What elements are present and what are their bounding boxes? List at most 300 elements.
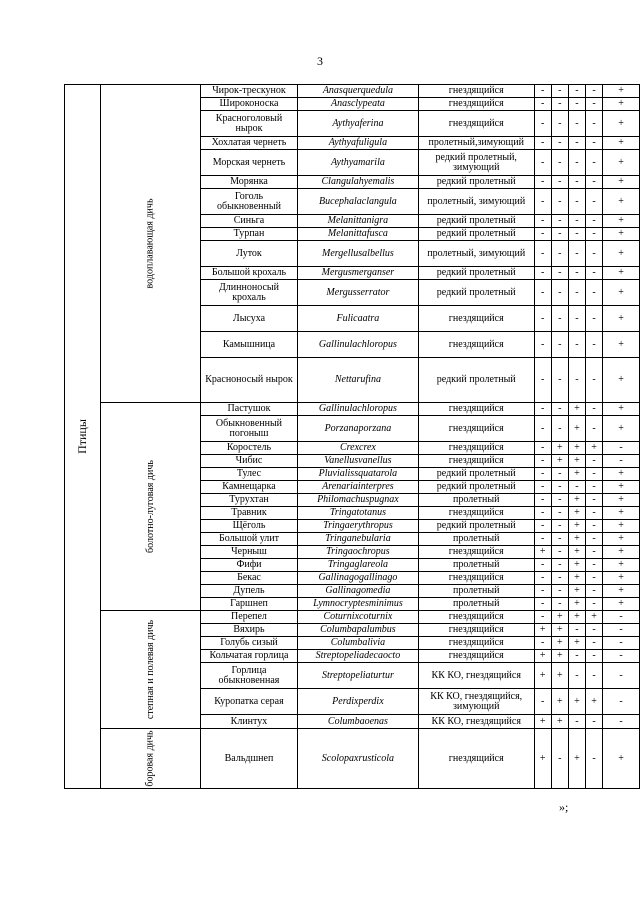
mark-cell: - bbox=[534, 533, 551, 546]
latin-name: Clangulahyemalis bbox=[297, 176, 418, 189]
latin-name: Arenariainterpres bbox=[297, 481, 418, 494]
latin-name: Pluvialissquatarola bbox=[297, 468, 418, 481]
species-name: Пастушок bbox=[200, 403, 297, 416]
species-name: Голубь сизый bbox=[200, 637, 297, 650]
species-name: Морянка bbox=[200, 176, 297, 189]
mark-cell: - bbox=[586, 150, 603, 176]
status-cell: гнездящийся bbox=[418, 507, 534, 520]
mark-cell: + bbox=[603, 306, 640, 332]
mark-cell: - bbox=[603, 715, 640, 729]
species-name: Бекас bbox=[200, 572, 297, 585]
mark-cell: - bbox=[586, 494, 603, 507]
mark-cell: - bbox=[568, 176, 585, 189]
group-cell bbox=[100, 611, 200, 729]
status-cell: гнездящийся bbox=[418, 306, 534, 332]
mark-cell: + bbox=[603, 468, 640, 481]
latin-name: Tringaochropus bbox=[297, 546, 418, 559]
species-name: Красноголовый нырок bbox=[200, 111, 297, 137]
mark-cell: + bbox=[568, 689, 585, 715]
mark-cell: - bbox=[586, 358, 603, 403]
mark-cell: - bbox=[603, 624, 640, 637]
mark-cell: + bbox=[603, 85, 640, 98]
mark-cell: - bbox=[586, 85, 603, 98]
mark-cell: + bbox=[551, 455, 568, 468]
latin-name: Tringaerythropus bbox=[297, 520, 418, 533]
status-cell: гнездящийся bbox=[418, 546, 534, 559]
mark-cell: - bbox=[586, 520, 603, 533]
mark-cell: - bbox=[551, 306, 568, 332]
mark-cell: - bbox=[551, 559, 568, 572]
mark-cell: + bbox=[568, 416, 585, 442]
group-label: степная и полевая дичь bbox=[144, 619, 156, 720]
latin-name: Gallinulachloropus bbox=[297, 332, 418, 358]
latin-name: Melanittafusca bbox=[297, 228, 418, 241]
mark-cell: + bbox=[603, 416, 640, 442]
mark-cell: - bbox=[551, 358, 568, 403]
mark-cell: + bbox=[603, 494, 640, 507]
mark-cell: + bbox=[551, 442, 568, 455]
mark-cell: - bbox=[534, 507, 551, 520]
mark-cell: - bbox=[568, 715, 585, 729]
species-name: Тулес bbox=[200, 468, 297, 481]
mark-cell: + bbox=[534, 663, 551, 689]
latin-name: Streptopeliadecaocto bbox=[297, 650, 418, 663]
mark-cell: + bbox=[603, 332, 640, 358]
mark-cell: + bbox=[568, 572, 585, 585]
mark-cell: - bbox=[586, 481, 603, 494]
status-cell: редкий пролетный bbox=[418, 468, 534, 481]
status-cell: гнездящийся bbox=[418, 624, 534, 637]
latin-name: Gallinagomedia bbox=[297, 585, 418, 598]
mark-cell: - bbox=[534, 494, 551, 507]
species-name: Куропатка серая bbox=[200, 689, 297, 715]
mark-cell: - bbox=[534, 85, 551, 98]
mark-cell: + bbox=[603, 559, 640, 572]
latin-name: Perdixperdix bbox=[297, 689, 418, 715]
status-cell: гнездящийся bbox=[418, 611, 534, 624]
mark-cell: - bbox=[534, 689, 551, 715]
latin-name: Scolopaxrusticola bbox=[297, 729, 418, 789]
mark-cell: - bbox=[534, 611, 551, 624]
latin-name: Melanittanigra bbox=[297, 215, 418, 228]
mark-cell: + bbox=[568, 637, 585, 650]
mark-cell: + bbox=[568, 507, 585, 520]
latin-name: Columbaoenas bbox=[297, 715, 418, 729]
mark-cell: + bbox=[586, 611, 603, 624]
status-cell: гнездящийся bbox=[418, 650, 534, 663]
mark-cell: - bbox=[568, 624, 585, 637]
mark-cell: - bbox=[534, 559, 551, 572]
mark-cell: - bbox=[534, 228, 551, 241]
mark-cell: + bbox=[534, 624, 551, 637]
status-cell: редкий пролетный bbox=[418, 280, 534, 306]
status-cell: редкий пролетный bbox=[418, 228, 534, 241]
status-cell: пролетный bbox=[418, 533, 534, 546]
mark-cell: + bbox=[568, 520, 585, 533]
mark-cell: + bbox=[603, 280, 640, 306]
mark-cell: + bbox=[568, 598, 585, 611]
mark-cell: - bbox=[534, 585, 551, 598]
mark-cell: + bbox=[603, 150, 640, 176]
species-name: Щёголь bbox=[200, 520, 297, 533]
mark-cell: - bbox=[534, 481, 551, 494]
mark-cell: - bbox=[568, 280, 585, 306]
mark-cell: - bbox=[568, 306, 585, 332]
mark-cell: - bbox=[586, 189, 603, 215]
mark-cell: - bbox=[551, 280, 568, 306]
group-label: боровая дичь bbox=[144, 730, 156, 787]
mark-cell: + bbox=[568, 455, 585, 468]
mark-cell: - bbox=[551, 137, 568, 150]
mark-cell: - bbox=[586, 663, 603, 689]
species-name: Гаршнеп bbox=[200, 598, 297, 611]
class-label: Птицы bbox=[74, 418, 89, 454]
mark-cell: + bbox=[534, 715, 551, 729]
species-name: Турпан bbox=[200, 228, 297, 241]
mark-cell: + bbox=[568, 403, 585, 416]
mark-cell: - bbox=[603, 689, 640, 715]
species-name: Большой улит bbox=[200, 533, 297, 546]
mark-cell: - bbox=[586, 267, 603, 280]
mark-cell: + bbox=[603, 358, 640, 403]
mark-cell: - bbox=[551, 598, 568, 611]
mark-cell: + bbox=[551, 611, 568, 624]
mark-cell: + bbox=[603, 189, 640, 215]
group-label: болотно-луговая дичь bbox=[144, 460, 156, 553]
mark-cell: - bbox=[586, 715, 603, 729]
mark-cell: - bbox=[551, 228, 568, 241]
mark-cell: + bbox=[568, 585, 585, 598]
mark-cell: - bbox=[586, 215, 603, 228]
mark-cell: - bbox=[586, 416, 603, 442]
status-cell: редкий пролетный bbox=[418, 520, 534, 533]
mark-cell: - bbox=[551, 546, 568, 559]
latin-name: Lymnocryptesminimus bbox=[297, 598, 418, 611]
mark-cell: - bbox=[534, 442, 551, 455]
species-name: Чибис bbox=[200, 455, 297, 468]
mark-cell: + bbox=[568, 442, 585, 455]
mark-cell: - bbox=[568, 332, 585, 358]
species-name: Дупель bbox=[200, 585, 297, 598]
latin-name: Porzanaporzana bbox=[297, 416, 418, 442]
mark-cell: + bbox=[586, 442, 603, 455]
table-row bbox=[65, 611, 640, 624]
mark-cell: - bbox=[586, 176, 603, 189]
mark-cell: + bbox=[551, 663, 568, 689]
mark-cell: - bbox=[603, 663, 640, 689]
mark-cell: - bbox=[534, 267, 551, 280]
mark-cell: - bbox=[534, 572, 551, 585]
status-cell: гнездящийся bbox=[418, 729, 534, 789]
mark-cell: - bbox=[603, 455, 640, 468]
species-name: Чирок-трескунок bbox=[200, 85, 297, 98]
latin-name: Anasclypeata bbox=[297, 98, 418, 111]
status-cell: пролетный bbox=[418, 559, 534, 572]
mark-cell: - bbox=[551, 481, 568, 494]
mark-cell: - bbox=[603, 650, 640, 663]
table-row bbox=[65, 85, 640, 98]
mark-cell: - bbox=[586, 546, 603, 559]
species-name: Морская чернеть bbox=[200, 150, 297, 176]
mark-cell: - bbox=[534, 176, 551, 189]
latin-name: Aythyamarila bbox=[297, 150, 418, 176]
latin-name: Columbalivia bbox=[297, 637, 418, 650]
mark-cell: - bbox=[586, 228, 603, 241]
latin-name: Fulicaatra bbox=[297, 306, 418, 332]
latin-name: Philomachuspugnax bbox=[297, 494, 418, 507]
mark-cell: - bbox=[586, 111, 603, 137]
mark-cell: - bbox=[603, 611, 640, 624]
mark-cell: - bbox=[586, 455, 603, 468]
status-cell: КК КО, гнездящийся bbox=[418, 663, 534, 689]
species-name: Травник bbox=[200, 507, 297, 520]
mark-cell: + bbox=[603, 598, 640, 611]
group-label: водоплавающая дичь bbox=[144, 198, 156, 289]
species-name: Синьга bbox=[200, 215, 297, 228]
latin-name: Vanellusvanellus bbox=[297, 455, 418, 468]
status-cell: редкий пролетный bbox=[418, 176, 534, 189]
mark-cell: - bbox=[586, 468, 603, 481]
mark-cell: - bbox=[568, 111, 585, 137]
mark-cell: - bbox=[551, 215, 568, 228]
status-cell: редкий пролетный bbox=[418, 358, 534, 403]
mark-cell: - bbox=[534, 137, 551, 150]
mark-cell: + bbox=[568, 729, 585, 789]
mark-cell: - bbox=[551, 507, 568, 520]
status-cell: гнездящийся bbox=[418, 403, 534, 416]
mark-cell: + bbox=[534, 650, 551, 663]
mark-cell: - bbox=[586, 241, 603, 267]
latin-name: Streptopeliaturtur bbox=[297, 663, 418, 689]
species-name: Фифи bbox=[200, 559, 297, 572]
species-name: Красноносый нырок bbox=[200, 358, 297, 403]
mark-cell: - bbox=[568, 241, 585, 267]
mark-cell: - bbox=[586, 507, 603, 520]
mark-cell: - bbox=[551, 332, 568, 358]
mark-cell: - bbox=[551, 267, 568, 280]
species-name: Вяхирь bbox=[200, 624, 297, 637]
mark-cell: + bbox=[568, 494, 585, 507]
status-cell: гнездящийся bbox=[418, 455, 534, 468]
mark-cell: - bbox=[534, 98, 551, 111]
mark-cell: - bbox=[534, 455, 551, 468]
mark-cell: - bbox=[551, 729, 568, 789]
species-name: Турухтан bbox=[200, 494, 297, 507]
mark-cell: + bbox=[586, 689, 603, 715]
mark-cell: - bbox=[534, 403, 551, 416]
mark-cell: + bbox=[603, 111, 640, 137]
status-cell: гнездящийся bbox=[418, 85, 534, 98]
mark-cell: + bbox=[551, 624, 568, 637]
latin-name: Mergellusalbellus bbox=[297, 241, 418, 267]
latin-name: Mergusserrator bbox=[297, 280, 418, 306]
species-name: Длинноносый крохаль bbox=[200, 280, 297, 306]
mark-cell: + bbox=[603, 585, 640, 598]
mark-cell: + bbox=[568, 468, 585, 481]
latin-name: Tringanebularia bbox=[297, 533, 418, 546]
status-cell: гнездящийся bbox=[418, 572, 534, 585]
mark-cell: - bbox=[568, 189, 585, 215]
mark-cell: + bbox=[603, 481, 640, 494]
table-row bbox=[65, 403, 640, 416]
species-name: Хохлатая чернеть bbox=[200, 137, 297, 150]
mark-cell: - bbox=[586, 585, 603, 598]
status-cell: гнездящийся bbox=[418, 332, 534, 358]
latin-name: Tringaglareola bbox=[297, 559, 418, 572]
species-name: Кольчатая горлица bbox=[200, 650, 297, 663]
mark-cell: - bbox=[568, 137, 585, 150]
mark-cell: - bbox=[568, 150, 585, 176]
status-cell: пролетный bbox=[418, 585, 534, 598]
mark-cell: - bbox=[534, 150, 551, 176]
mark-cell: - bbox=[534, 416, 551, 442]
mark-cell: + bbox=[603, 533, 640, 546]
mark-cell: + bbox=[568, 611, 585, 624]
mark-cell: - bbox=[551, 416, 568, 442]
species-table bbox=[64, 84, 640, 789]
mark-cell: - bbox=[534, 358, 551, 403]
mark-cell: - bbox=[586, 280, 603, 306]
mark-cell: - bbox=[603, 442, 640, 455]
status-cell: КК КО, гнездящийся, зимующий bbox=[418, 689, 534, 715]
species-name: Клинтух bbox=[200, 715, 297, 729]
status-cell: гнездящийся bbox=[418, 442, 534, 455]
mark-cell: - bbox=[586, 98, 603, 111]
mark-cell: - bbox=[551, 189, 568, 215]
mark-cell: - bbox=[534, 280, 551, 306]
mark-cell: + bbox=[534, 546, 551, 559]
status-cell: КК КО, гнездящийся bbox=[418, 715, 534, 729]
species-name: Широконоска bbox=[200, 98, 297, 111]
species-name: Луток bbox=[200, 241, 297, 267]
latin-name: Mergusmerganser bbox=[297, 267, 418, 280]
mark-cell: - bbox=[534, 520, 551, 533]
mark-cell: + bbox=[551, 650, 568, 663]
mark-cell: + bbox=[603, 137, 640, 150]
species-name: Вальдшнеп bbox=[200, 729, 297, 789]
class-cell bbox=[65, 85, 101, 789]
mark-cell: + bbox=[603, 403, 640, 416]
status-cell: редкий пролетный bbox=[418, 481, 534, 494]
mark-cell: - bbox=[534, 598, 551, 611]
species-name: Камышница bbox=[200, 332, 297, 358]
table-row bbox=[65, 729, 640, 789]
mark-cell: - bbox=[586, 332, 603, 358]
mark-cell: - bbox=[586, 729, 603, 789]
mark-cell: + bbox=[568, 533, 585, 546]
mark-cell: - bbox=[551, 98, 568, 111]
latin-name: Bucephalaclangula bbox=[297, 189, 418, 215]
mark-cell: - bbox=[568, 663, 585, 689]
mark-cell: + bbox=[603, 215, 640, 228]
species-name: Перепел bbox=[200, 611, 297, 624]
mark-cell: - bbox=[586, 598, 603, 611]
mark-cell: - bbox=[551, 111, 568, 137]
mark-cell: + bbox=[603, 546, 640, 559]
status-cell: гнездящийся bbox=[418, 637, 534, 650]
mark-cell: + bbox=[603, 241, 640, 267]
mark-cell: - bbox=[568, 481, 585, 494]
mark-cell: - bbox=[534, 189, 551, 215]
mark-cell: - bbox=[534, 306, 551, 332]
mark-cell: - bbox=[586, 533, 603, 546]
status-cell: пролетный, зимующий bbox=[418, 189, 534, 215]
group-cell bbox=[100, 403, 200, 611]
species-name: Обыкновенный погоныш bbox=[200, 416, 297, 442]
latin-name: Tringatotanus bbox=[297, 507, 418, 520]
status-cell: редкий пролетный bbox=[418, 267, 534, 280]
mark-cell: + bbox=[603, 507, 640, 520]
latin-name: Columbapalumbus bbox=[297, 624, 418, 637]
mark-cell: - bbox=[534, 111, 551, 137]
mark-cell: - bbox=[568, 215, 585, 228]
mark-cell: - bbox=[551, 150, 568, 176]
mark-cell: + bbox=[551, 715, 568, 729]
mark-cell: - bbox=[568, 85, 585, 98]
status-cell: пролетный, зимующий bbox=[418, 241, 534, 267]
mark-cell: + bbox=[603, 267, 640, 280]
mark-cell: + bbox=[551, 689, 568, 715]
mark-cell: + bbox=[603, 98, 640, 111]
mark-cell: - bbox=[534, 332, 551, 358]
latin-name: Coturnixcoturnix bbox=[297, 611, 418, 624]
mark-cell: - bbox=[568, 650, 585, 663]
species-name: Черныш bbox=[200, 546, 297, 559]
species-name: Гоголь обыкновенный bbox=[200, 189, 297, 215]
mark-cell: - bbox=[586, 137, 603, 150]
mark-cell: + bbox=[603, 572, 640, 585]
latin-name: Gallinulachloropus bbox=[297, 403, 418, 416]
group-cell bbox=[100, 85, 200, 403]
mark-cell: - bbox=[551, 403, 568, 416]
species-name: Большой крохаль bbox=[200, 267, 297, 280]
status-cell: редкий пролетный, зимующий bbox=[418, 150, 534, 176]
mark-cell: - bbox=[551, 176, 568, 189]
mark-cell: - bbox=[551, 494, 568, 507]
status-cell: пролетный bbox=[418, 598, 534, 611]
mark-cell: + bbox=[603, 520, 640, 533]
status-cell: пролетный,зимующий bbox=[418, 137, 534, 150]
mark-cell: - bbox=[551, 468, 568, 481]
species-name: Лысуха bbox=[200, 306, 297, 332]
latin-name: Nettarufina bbox=[297, 358, 418, 403]
latin-name: Gallinagogallinago bbox=[297, 572, 418, 585]
latin-name: Aythyafuligula bbox=[297, 137, 418, 150]
mark-cell: - bbox=[551, 520, 568, 533]
mark-cell: - bbox=[586, 403, 603, 416]
mark-cell: + bbox=[603, 176, 640, 189]
closing-quote: »; bbox=[559, 800, 569, 814]
mark-cell: + bbox=[603, 228, 640, 241]
mark-cell: - bbox=[586, 650, 603, 663]
species-name: Камнещарка bbox=[200, 481, 297, 494]
mark-cell: + bbox=[568, 559, 585, 572]
mark-cell: - bbox=[551, 241, 568, 267]
mark-cell: - bbox=[534, 637, 551, 650]
mark-cell: - bbox=[568, 267, 585, 280]
mark-cell: + bbox=[534, 729, 551, 789]
status-cell: пролетный bbox=[418, 494, 534, 507]
mark-cell: - bbox=[534, 241, 551, 267]
mark-cell: - bbox=[551, 585, 568, 598]
group-cell bbox=[100, 729, 200, 789]
mark-cell: - bbox=[568, 358, 585, 403]
mark-cell: - bbox=[551, 572, 568, 585]
mark-cell: - bbox=[586, 624, 603, 637]
status-cell: гнездящийся bbox=[418, 111, 534, 137]
mark-cell: + bbox=[603, 729, 640, 789]
latin-name: Crexcrex bbox=[297, 442, 418, 455]
